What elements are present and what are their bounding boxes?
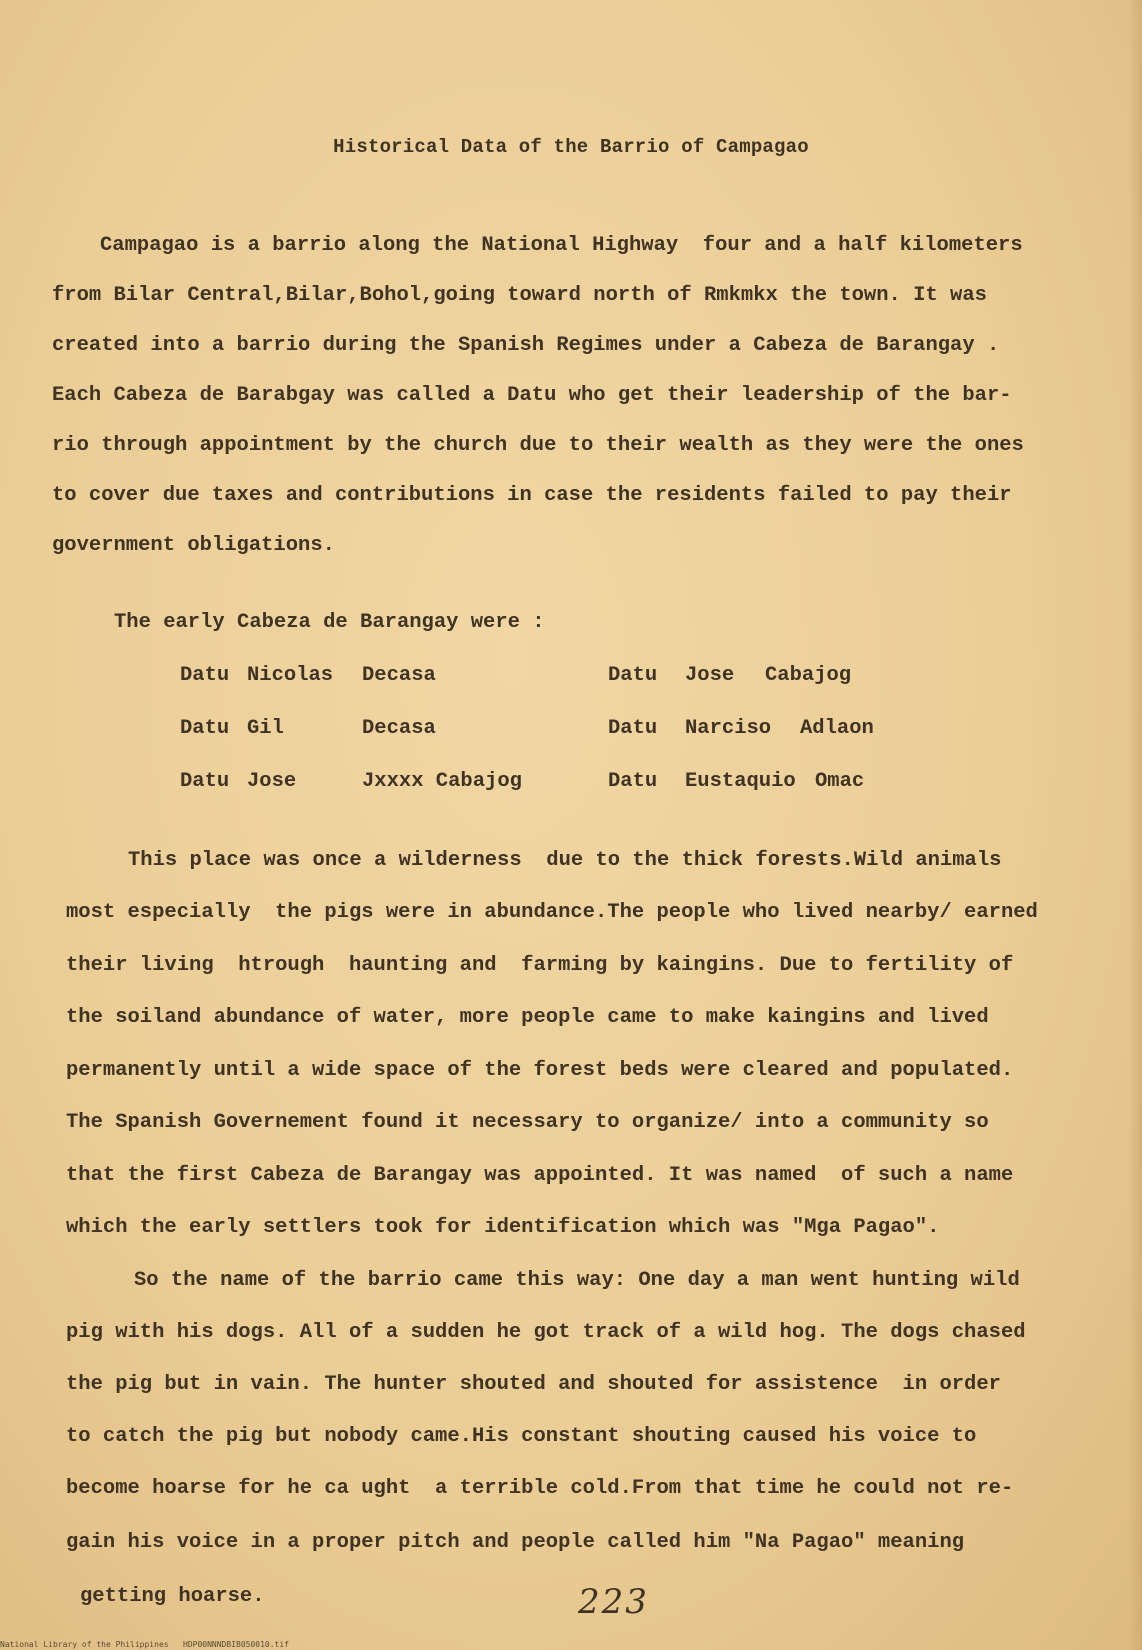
paragraph-1-line: from Bilar Central,Bilar,Bohol,going toward north of Rmkmkx the town. It was: [52, 284, 987, 307]
list-intro: The early Cabeza de Barangay were :: [114, 611, 545, 634]
handwritten-page-number: 223: [578, 1582, 649, 1622]
paragraph-3-line: become hoarse for he ca ught a terrible cold.From that time he could not re-: [66, 1477, 1014, 1500]
document-title: Historical Data of the Barrio of Campagao: [333, 136, 809, 158]
paragraph-3-line: So the name of the barrio came this way: One day a man went hunting wild: [134, 1269, 1020, 1292]
datu-title: Datu: [608, 717, 658, 740]
paragraph-2-line: permanently until a wide space of the forest beds were cleared and populated.: [66, 1059, 1014, 1082]
paragraph-2-line: that the first Cabeza de Barangay was appointed. It was named of such a name: [66, 1164, 1014, 1187]
paragraph-2-line: their living htrough haunting and farming by kaingins. Due to fertility of: [66, 954, 1014, 977]
datu-last-name: Jxxxx Cabajog: [362, 770, 522, 793]
datu-last-name: Cabajog: [765, 664, 852, 687]
paragraph-2-line: the soiland abundance of water, more people came to make kaingins and lived: [66, 1006, 989, 1029]
datu-first-name: Eustaquio: [685, 770, 796, 793]
datu-first-name: Jose: [685, 664, 735, 687]
paragraph-3-line: the pig but in vain. The hunter shouted and shouted for assistence in order: [66, 1373, 1001, 1396]
datu-last-name: Adlaon: [800, 717, 874, 740]
datu-first-name: Jose: [247, 770, 297, 793]
datu-first-name: Narciso: [685, 717, 772, 740]
paragraph-2-line: This place was once a wilderness due to the thick forests.Wild animals: [128, 849, 1002, 872]
paragraph-3-line: to catch the pig but nobody came.His constant shouting caused his voice to: [66, 1425, 977, 1448]
paragraph-1-line: created into a barrio during the Spanish Regimes under a Cabeza de Barangay .: [52, 334, 1000, 357]
datu-last-name: Decasa: [362, 717, 436, 740]
paragraph-3-line: pig with his dogs. All of a sudden he got track of a wild hog. The dogs chased: [66, 1321, 1026, 1344]
paragraph-1-line: to cover due taxes and contributions in case the residents failed to pay their: [52, 484, 1012, 507]
datu-last-name: Omac: [815, 770, 865, 793]
paragraph-2-line: most especially the pigs were in abundance.The people who lived nearby/ earned: [66, 901, 1038, 924]
datu-title: Datu: [608, 664, 658, 687]
datu-last-name: Decasa: [362, 664, 436, 687]
page-edge-shading: [1128, 0, 1142, 1650]
datu-title: Datu: [180, 717, 230, 740]
paragraph-1-line: Each Cabeza de Barabgay was called a Datu who get their leadership of the bar-: [52, 384, 1012, 407]
paragraph-1-line: Campagao is a barrio along the National Highway four and a half kilometers: [100, 234, 1023, 257]
paragraph-2-line: The Spanish Governement found it necessary to organize/ into a community so: [66, 1111, 989, 1134]
paragraph-3-line: gain his voice in a proper pitch and people called him "Na Pagao" meaning: [66, 1531, 965, 1554]
datu-title: Datu: [608, 770, 658, 793]
paragraph-1-line: government obligations.: [52, 534, 335, 557]
paragraph-3-line: getting hoarse.: [80, 1585, 265, 1608]
datu-first-name: Nicolas: [247, 664, 334, 687]
paragraph-1-line: rio through appointment by the church due to their wealth as they were the ones: [52, 434, 1024, 457]
datu-title: Datu: [180, 664, 230, 687]
datu-title: Datu: [180, 770, 230, 793]
datu-first-name: Gil: [247, 717, 284, 740]
paragraph-2-line: which the early settlers took for identification which was "Mga Pagao".: [66, 1216, 940, 1239]
archive-footer: National Library of the Philippines HDP00NNNDBIB050010.tif: [0, 1640, 289, 1649]
